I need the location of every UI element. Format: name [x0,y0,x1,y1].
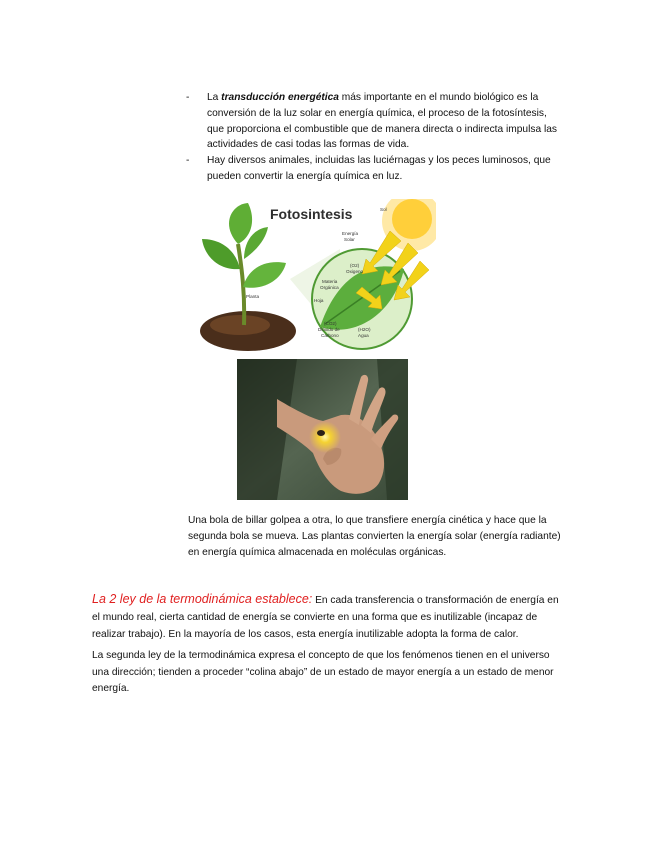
label-sol: Sol [380,207,387,212]
label-o2: (O2) [350,263,360,268]
second-law-direction-paragraph: La segunda ley de la termodinámica expresa el concepto de que los fenómenos tienen en el universo una dirección; tienden a proceder “colina abajo” de un estado de mayor energía a un estado de menor energía. [92,650,554,694]
bullet-item [186,90,566,153]
label-co2: (CO2) [324,321,337,326]
bullet-list [186,90,566,185]
photosynthesis-illustration [190,199,436,351]
label-solar: Solar [344,237,355,242]
figure-title: Fotosintesis [270,206,353,222]
firefly-hand-image [237,359,408,500]
firefly [317,430,325,436]
bullet-dash: - [186,92,190,103]
label-agua: Agua [358,333,369,338]
sun-icon [392,199,432,239]
label-planta: Planta [246,294,260,299]
bullet-text-rest: más importante en el mundo biológico es la conversión de la luz solar en energía química, el proceso de la fotosíntesis, que proporciona el combustible que de manera directa o indirecta impulsa las actividades de casi todas las formas de vida. [207,92,557,151]
firefly-glow [309,421,341,453]
label-h2o: (H2O) [358,327,371,332]
bullet-text-prefix: La [207,92,222,103]
caption-paragraph: Una bola de billar golpea a otra, lo que transfiere energía cinética y hace que la segunda bola se mueva. Las plantas convierten la energía solar (energía radiante) en energía química almacenada en moléculas orgánicas. [188,515,561,558]
bullet-text: Hay diversos animales, incluidas las luciérnagas y los peces luminosos, que pueden convertir la energía química en luz. [207,155,551,182]
firefly-photo [237,359,408,500]
bullet-item [186,153,566,185]
second-law-heading: La 2 ley de la termodinámica establece: [92,592,313,606]
label-carbono: Carbono [321,333,339,338]
label-energia: Energía [342,231,359,236]
photosynthesis-figure [190,199,436,351]
second-law-text: En cada transferencia o transformación de energía en el mundo real, cierta cantidad de energía se convierte en una forma que es inutilizable (incapaz de realizar trabajo). En la mayoría de los casos, esta energía inutilizable adopta la forma de calor. [92,595,559,640]
bullet-emphasis: transducción energética [221,92,339,103]
label-oxigeno: Oxigeno [346,269,364,274]
bullet-dash: - [186,155,190,167]
second-law-paragraph [92,591,566,643]
label-dioxido: Dióxido de [318,327,340,332]
label-materia: Materia [322,279,338,284]
label-hoja: Hoja [314,298,324,303]
label-organica: Orgánica [320,285,339,290]
